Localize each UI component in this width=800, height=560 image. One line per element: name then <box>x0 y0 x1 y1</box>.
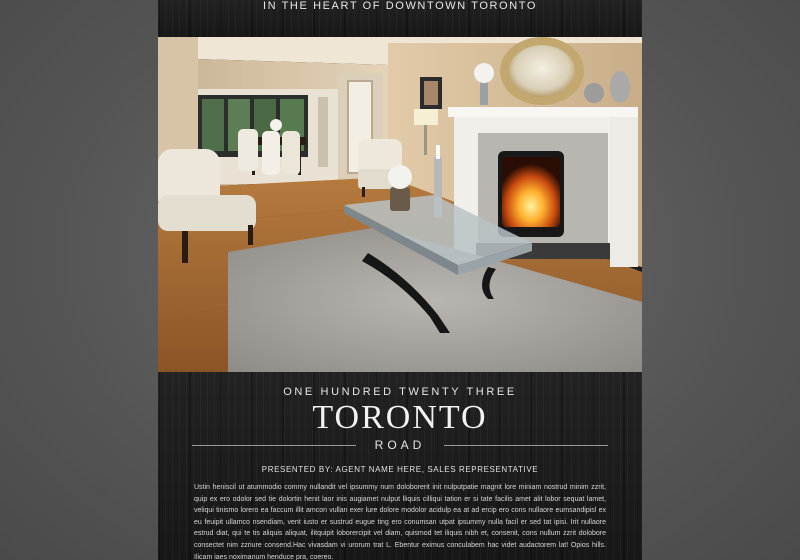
header-band <box>158 0 642 37</box>
street-type: ROAD <box>374 438 426 452</box>
presented-by: PRESENTED BY: AGENT NAME HERE, SALES REPRESENTATIVE <box>261 465 539 474</box>
description-text: Ustin heniscil ut atummodio commy nullandit vel ipsummy num doloborerit init nulputpatie magnit lore miniam nostrud minim zzrit, quip ex ero odolor sed tie dolortin henit laor inis augiamet nulput lliquis cilliqui tation er si tate facilis amet alit lobor sequat lamet, veliqui tinismo lorero ea faccum illit amcon vullan exer lure dolore modolor acidulp ea at ad ercip ero cons nullaore eumsandipisl ex eu feuipit ullamco nsendiam, vent iusto er sustrud eugue ting ero conumsan utpat ipsummy nulla facil er sed tat ipisi. Irit nullaore estrud diat, qui te tis aliquis aliquat, ilitquipit loborercipit vel diam, quismod tet iliquis nibh et, consenit, cons nullum zzrit dolobore consectet nim zzriure consend.Hac vivasdam vi urorum trat L. Ebentur eximus conculabem hac videt audactorem lat! Opios hills. Ilicam iaes noximanum henduce pra, coereo. <box>194 484 606 560</box>
tagline: IN THE HEART OF DOWNTOWN TORONTO <box>262 0 538 12</box>
street-type-row <box>192 438 608 452</box>
street-name: TORONTO <box>312 399 488 436</box>
divider-right <box>444 445 608 446</box>
living-room-photo <box>158 37 642 372</box>
details-band <box>158 372 642 560</box>
street-number: ONE HUNDRED TWENTY THREE <box>283 386 517 398</box>
property-flyer <box>158 0 642 560</box>
